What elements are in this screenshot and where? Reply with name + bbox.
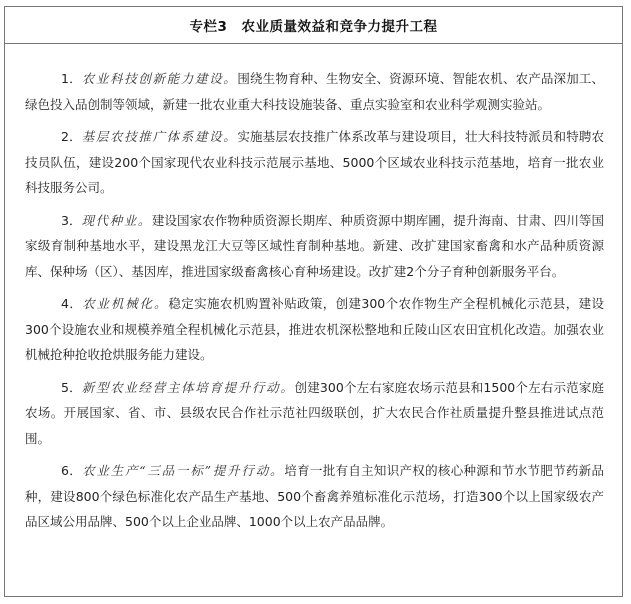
item-1 <box>25 66 604 117</box>
item-number: 4． <box>61 296 83 311</box>
item-text: 创建300个左右家庭农场示范县和1500个左右示范家庭农场。开展国家、省、市、县级农民合作社示范社四级联创，扩大农民合作社质量提升整县推进试点范围。 <box>25 379 605 446</box>
item-text: 稳定实施农机购置补贴政策，创建300个农作物生产全程机械化示范县，建设300个设施农业和规模养殖全程机械化示范县，推进农机深松整地和丘陵山区农田宜机化改造。加强农业机械抢种抢收抢烘服务能力建设。 <box>25 296 604 362</box>
item-heading: 农业机械化。 <box>82 296 169 311</box>
item-6 <box>25 458 604 535</box>
item-text: 围绕生物育种、生物安全、资源环境、智能农机、农产品深加工、绿色投入品创制等领域，新建一批农业重大科技设施装备、重点实验室和农业科学观测实验站。 <box>25 71 604 112</box>
item-number: 1． <box>61 71 82 86</box>
item-text: 培育一批有自主知识产权的核心种源和节水节肥节药新品种，建设800个绿色标准化农产品生产基地、500个畜禽养殖标准化示范场，打造300个以上国家级农产品区域公用品牌、500个以上企业品牌、1000个以上农产品品牌。 <box>25 463 604 529</box>
item-number: 6． <box>61 463 83 478</box>
item-heading: 新型农业经营主体培育提升行动。 <box>81 379 295 395</box>
item-heading: 现代种业。 <box>81 212 152 228</box>
item-number: 2． <box>61 129 82 144</box>
item-number: 3． <box>61 212 82 228</box>
item-4 <box>25 291 604 368</box>
box-content <box>5 44 622 535</box>
item-heading: 基层农技推广体系建设。 <box>81 129 238 144</box>
item-number: 5． <box>61 379 82 395</box>
item-5 <box>25 375 604 452</box>
item-text: 建设国家农作物种质资源长期库、种质资源中期库圃，提升海南、甘肃、四川等国家级育制种基地水平，建设黑龙江大豆等区域性育制种基地。新建、改扩建国家畜禽和水产品种质资源库、保种场（区）、基因库，推进国家级畜禽核心育种场建设。改扩建2个分子育种创新服务平台。 <box>25 212 604 279</box>
box-title: 专栏3 农业质量效益和竞争力提升工程 <box>5 7 622 44</box>
item-heading: 农业科技创新能力建设。 <box>81 71 238 86</box>
item-3 <box>25 208 604 285</box>
item-heading: 农业生产“三品一标”提升行动。 <box>82 463 285 478</box>
item-2 <box>25 124 604 201</box>
item-text: 实施基层农技推广体系改革与建设项目，壮大科技特派员和特聘农技员队伍，建设200个国家现代农业科技示范展示基地、5000个区域农业科技示范基地，培育一批农业科技服务公司。 <box>25 129 604 195</box>
project-box <box>4 6 623 597</box>
